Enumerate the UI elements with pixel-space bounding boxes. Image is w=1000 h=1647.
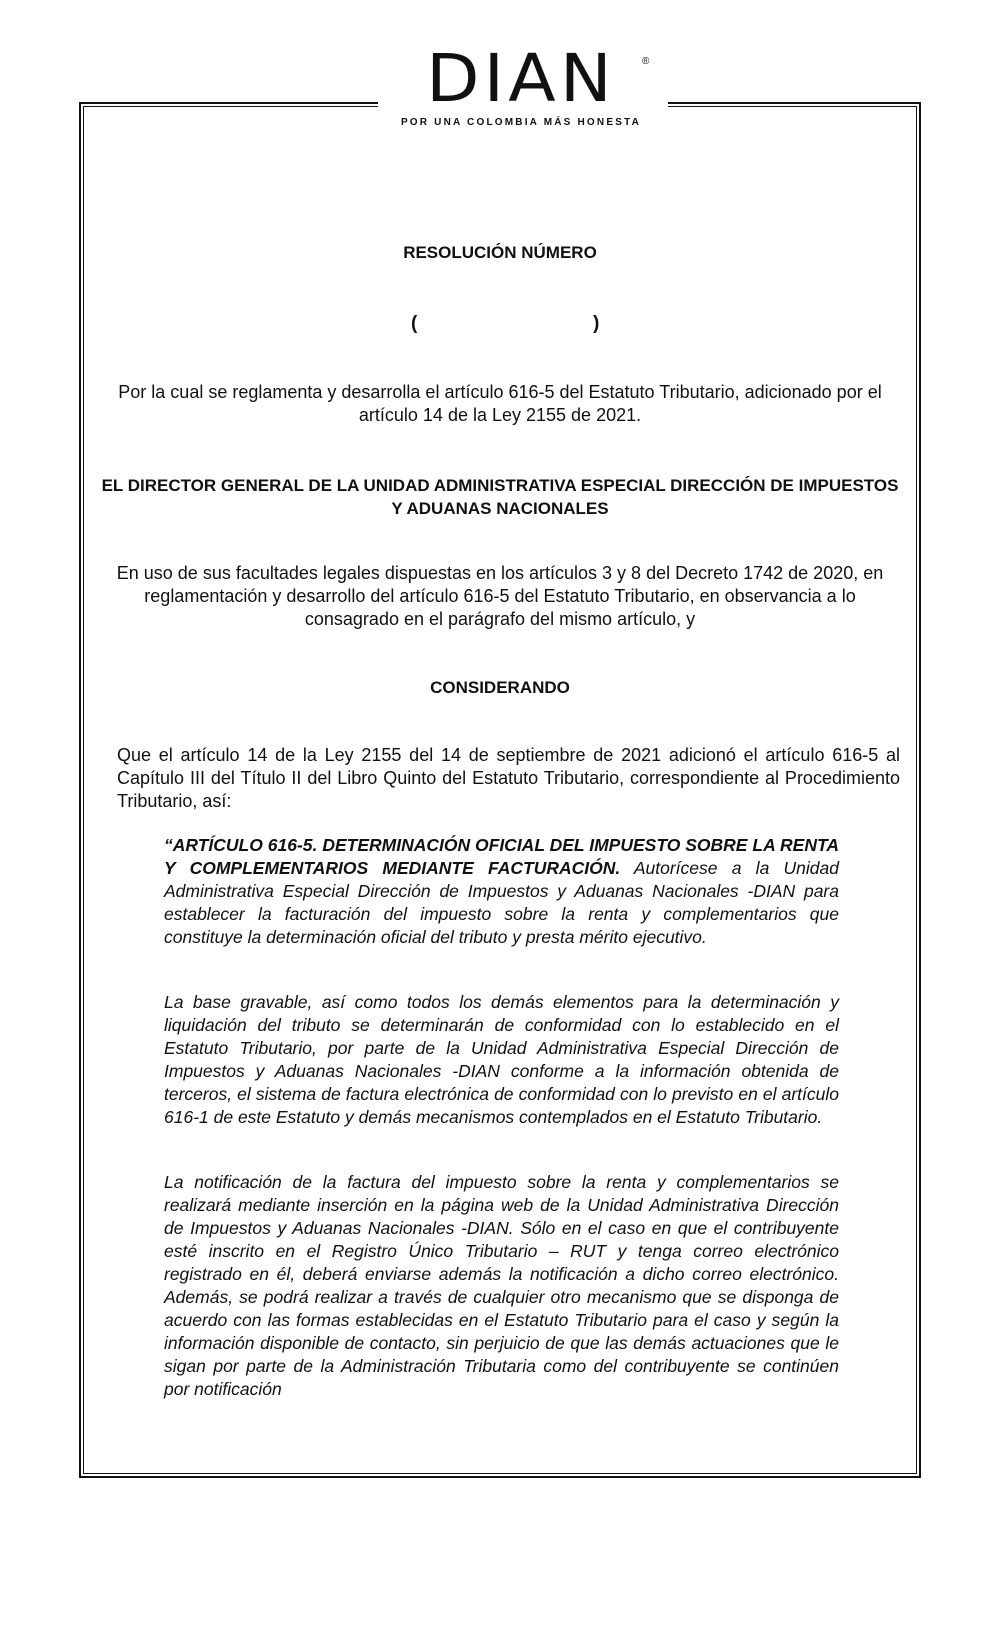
article-body-1: Autorícese a la Unidad Administrativa Especial Dirección de Impuestos y Aduanas Nacionales -DIAN para establecer la facturación del impuesto sobre la renta y complementarios que constituye la determinación oficial del tributo y presta mérito ejecutivo.: [164, 858, 839, 947]
article-heading: “ARTÍCULO 616-5. DETERMINACIÓN OFICIAL DEL IMPUESTO SOBRE LA RENTA Y COMPLEMENTARIOS MEDIANTE FACTURACIÓN.: [164, 835, 839, 878]
article-quote-1: [164, 834, 839, 949]
resolution-subtitle: Por la cual se reglamenta y desarrolla el artículo 616-5 del Estatuto Tributario, adicionado por el artículo 14 de la Ley 2155 de 2021.: [118, 382, 882, 425]
director-heading: EL DIRECTOR GENERAL DE LA UNIDAD ADMINISTRATIVA ESPECIAL DIRECCIÓN DE IMPUESTOS Y ADUANAS NACIONALES: [101, 476, 899, 518]
dian-logo-text: DIAN: [426, 40, 616, 117]
resolution-title: RESOLUCIÓN NÚMERO: [403, 243, 597, 262]
considerando-heading: CONSIDERANDO: [430, 678, 570, 697]
article-quote-3: La notificación de la factura del impuesto sobre la renta y complementarios se realizará mediante inserción en la página web de la Unidad Administrativa Dirección de Impuestos y Aduanas Nacionales -DIAN. Sólo en el caso en que el contribuyente esté inscrito en el Registro Único Tributario – RUT y tenga correo electrónico registrado en él, deberá enviarse además la notificación a dicho correo electrónico. Además, se podrá realizar a través de cualquier otro mecanismo que se disponga de acuerdo con las formas establecidas en el Estatuto Tributario para el caso y según la información disponible de contacto, sin perjuicio de que las demás actuaciones que le sigan por parte de la Administración Tributaria como del contribuyente se continúen por notificación: [164, 1172, 839, 1399]
logo-tagline: POR UNA COLOMBIA MÁS HONESTA: [400, 117, 642, 128]
registered-mark: ®: [642, 56, 650, 67]
resolution-number-close-paren: ): [593, 313, 600, 334]
facultades-paragraph: En uso de sus facultades legales dispuestas en los artículos 3 y 8 del Decreto 1742 de 2020, en reglamentación y desarrollo del artículo 616-5 del Estatuto Tributario, en observancia a lo consagrado en el parágrafo del mismo artículo, y: [116, 563, 884, 629]
resolution-number-open-paren: (: [411, 313, 418, 334]
article-quote-2: La base gravable, así como todos los demás elementos para la determinación y liquidación del tributo se determinarán de conformidad con lo establecido en el Estatuto Tributario, por parte de la Unidad Administrativa Especial Dirección de Impuestos y Aduanas Nacionales -DIAN conforme a la información obtenida de terceros, el sistema de factura electrónica de conformidad con lo previsto en el artículo 616-1 de este Estatuto y demás mecanismos contemplados en el Estatuto Tributario.: [164, 992, 839, 1127]
dian-logo: [0, 0, 1000, 140]
considerando-paragraph: Que el artículo 14 de la Ley 2155 del 14 de septiembre de 2021 adicionó el artículo 616-5 al Capítulo III del Título II del Libro Quinto del Estatuto Tributario, correspondiente al Procedimiento Tributario, así:: [117, 745, 900, 811]
